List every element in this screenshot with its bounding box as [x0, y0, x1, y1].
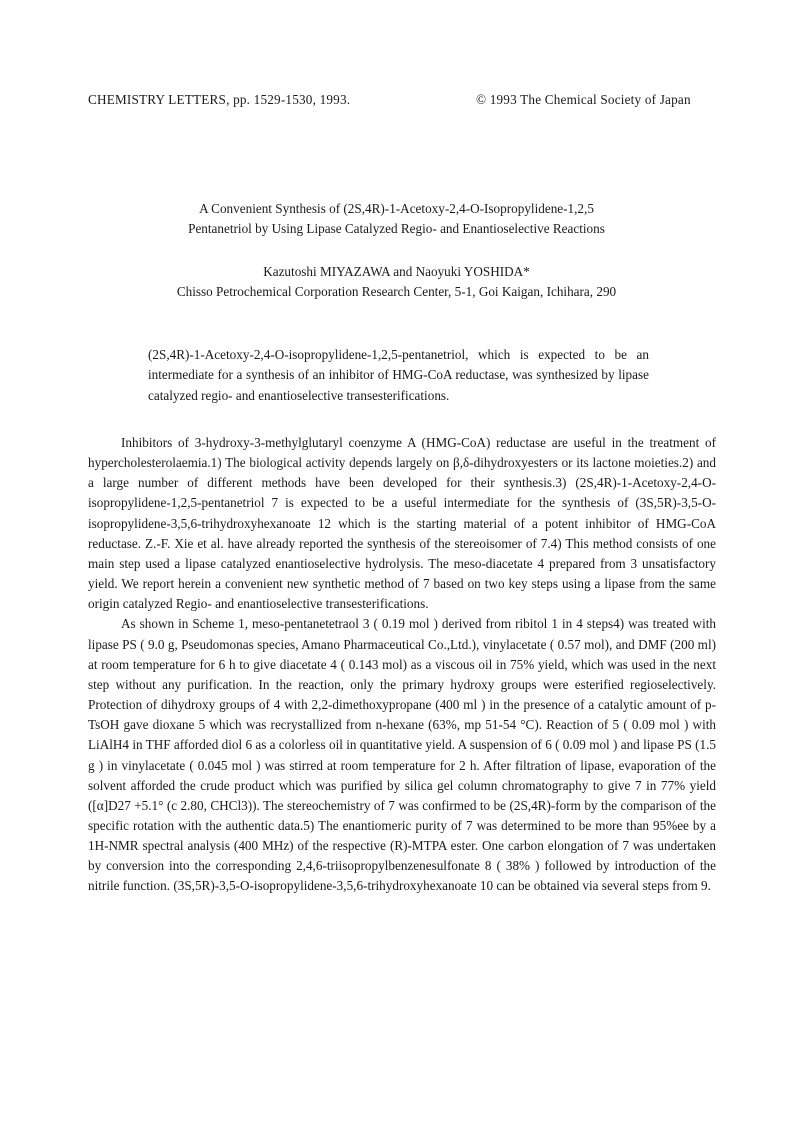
- journal-citation: CHEMISTRY LETTERS, pp. 1529-1530, 1993.: [88, 92, 351, 107]
- author-affiliation: Chisso Petrochemical Corporation Research Center, 5-1, Goi Kaigan, Ichihara, 290: [176, 284, 617, 299]
- main-text: [88, 433, 716, 897]
- paragraph-results: As shown in Scheme 1, meso-pentanetetraol 3 ( 0.19 mol ) derived from ribitol 1 in 4 steps4) was treated with lipase PS ( 9.0 g, Pseudomonas species, Amano Pharmaceutical Co.,Ltd.), vinylacetate ( 0.57 mol), and DMF (200 ml) at room temperature for 6 h to give diacetate 4 ( 0.143 mol) as a viscous oil in 75% yield, which was used in the next step without any purification. In the reaction, only the primary hydroxy groups were esterified regioselectively. Protection of dihydroxy groups of 4 with 2,2-dimethoxypropane (400 ml ) in the presence of a catalytic amount of p-TsOH gave dioxane 5 which was recrystallized from n-hexane (63%, mp 51-54 °C). Reaction of 5 ( 0.09 mol ) with LiAlH4 in THF afforded diol 6 as a colorless oil in quantitative yield. A suspension of 6 ( 0.09 mol ) and lipase PS (1.5 g ) in vinylacetate ( 0.045 mol ) was stirred at room temperature for 2 h. After filtration of lipase, evaporation of the solvent afforded the crude product which was purified by silica gel column chromatography to give 7 in 77% yield ([α]D27 +5.1° (c 2.80, CHCl3)). The stereochemistry of 7 was confirmed to be (2S,4R)-form by the comparison of the specific rotation with the authentic data.5) The enantiomeric purity of 7 was determined to be more than 95%ee by a 1H-NMR spectral analysis (400 MHz) of the respective (R)-MTPA ester. One carbon elongation of 7 was undertaken by conversion into the corresponding 2,4,6-triisopropylbenzenesulfonate 8 ( 38% ) followed by introduction of the nitrile function. (3S,5R)-3,5-O-isopropylidene-3,5,6-trihydroxyhexanoate 10 can be obtained via several steps from 9.: [88, 616, 716, 894]
- paragraph-introduction: Inhibitors of 3-hydroxy-3-methylglutaryl coenzyme A (HMG-CoA) reductase are useful in the treatment of hypercholesterolaemia.1) The biological activity depends largely on β,δ-dihydroxyesters or its lactone moieties.2) and a large number of different methods have been developed for their synthesis.3) (2S,4R)-1-Acetoxy-2,4-O-isopropylidene-1,2,5-pentanetriol 7 is expected to be a useful intermediate for the synthesis of (3S,5R)-3,5-O-isopropylidene-3,5,6-trihydroxyhexanoate 12 which is the starting material of a potent inhibitor of HMG-CoA reductase. Z.-F. Xie et al. have already reported the synthesis of the stereoisomer of 7.4) This method consists of one main step used a lipase catalyzed enantioselective hydrolysis. The meso-diacetate 4 prepared from 3 unsatisfactory yield. We report herein a convenient new synthetic method of 7 based on two key steps using a lipase from the same origin catalyzed Regio- and enantioselective transesterifications.: [88, 435, 716, 612]
- copyright-notice: © 1993 The Chemical Society of Japan: [476, 92, 691, 107]
- article-title-line-1: A Convenient Synthesis of (2S,4R)-1-Acetoxy-2,4-O-Isopropylidene-1,2,5: [199, 201, 594, 216]
- article-title-line-2: Pentanetriol by Using Lipase Catalyzed Regio- and Enantioselective Reactions: [188, 221, 605, 236]
- author-list: Kazutoshi MIYAZAWA and Naoyuki YOSHIDA*: [263, 264, 530, 279]
- abstract: (2S,4R)-1-Acetoxy-2,4-O-isopropylidene-1,2,5-pentanetriol, which is expected to be an intermediate for a synthesis of an inhibitor of HMG-CoA reductase, was synthesized by lipase catalyzed regio- and enantioselective transesterifications.: [148, 347, 649, 403]
